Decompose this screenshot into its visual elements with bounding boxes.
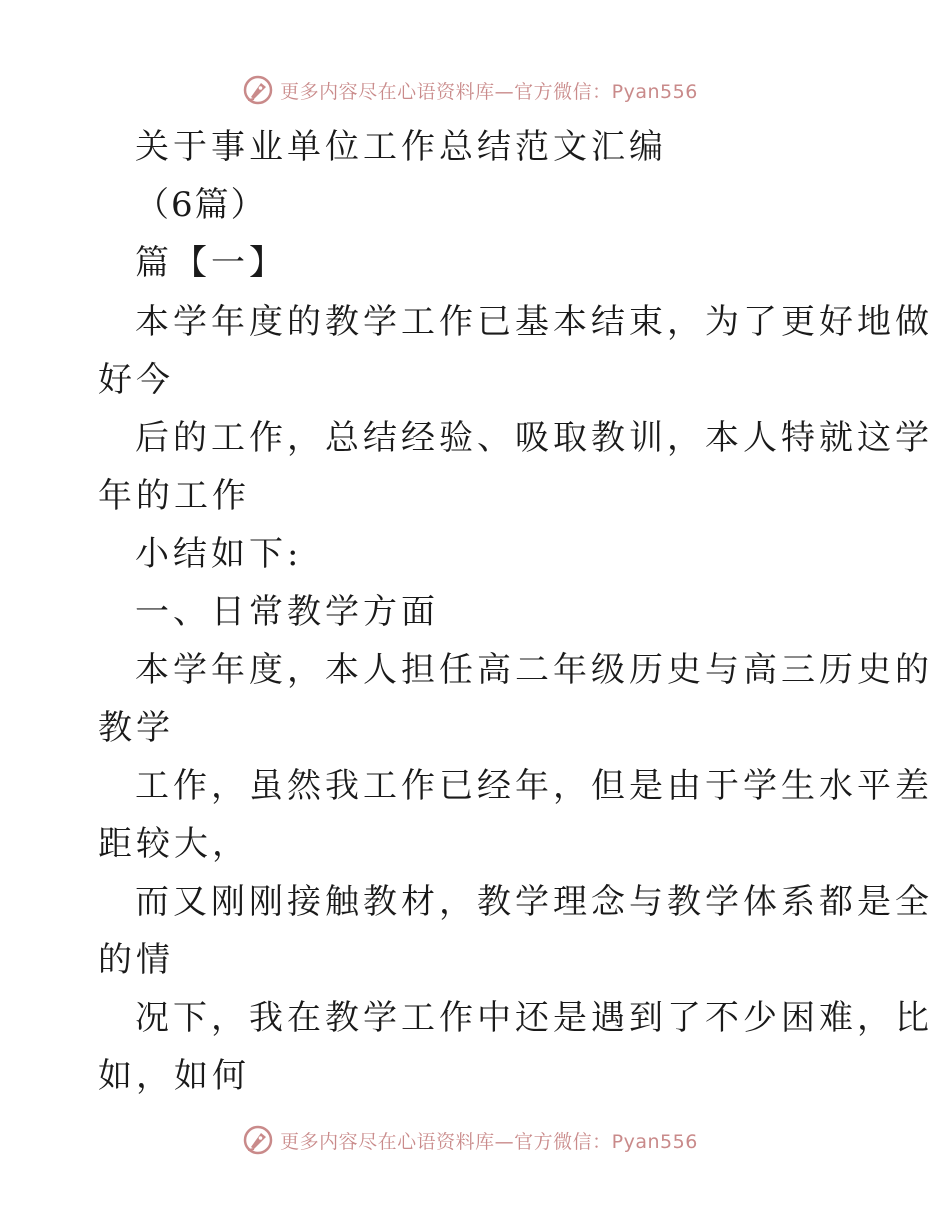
watermark-inner (242, 74, 698, 106)
paragraph-line: 而又刚刚接触教材，教学理念与教学体系都是全 (135, 882, 933, 922)
footer-watermark (0, 1120, 950, 1160)
document-title-count: （6篇） (135, 185, 267, 225)
subsection-heading: 一、日常教学方面 (135, 592, 439, 632)
paragraph-line: 如，如何 (98, 1056, 250, 1096)
paragraph-line: 后的工作，总结经验、吸取教训，本人特就这学 (135, 418, 933, 458)
paragraph-line: 教学 (98, 708, 174, 748)
paragraph-line: 工作，虽然我工作已经年，但是由于学生水平差 (135, 766, 933, 806)
paragraph-line: 况下，我在教学工作中还是遇到了不少困难，比 (135, 998, 933, 1038)
paragraph-line: 的情 (98, 940, 174, 980)
pen-nib-logo-icon (242, 74, 274, 106)
paragraph-line: 本学年度，本人担任高二年级历史与高三历史的 (135, 650, 933, 690)
document-title: 关于事业单位工作总结范文汇编 (135, 127, 667, 167)
watermark-text: 更多内容尽在心语资料库—官方微信：Pyan556 (280, 1130, 698, 1153)
header-watermark (0, 70, 950, 110)
section-heading: 篇【一】 (135, 243, 287, 283)
pen-nib-logo-icon (242, 1124, 274, 1156)
watermark-inner (242, 1124, 698, 1156)
paragraph-line: 本学年度的教学工作已基本结束，为了更好地做 (135, 302, 933, 342)
watermark-text: 更多内容尽在心语资料库—官方微信：Pyan556 (280, 80, 698, 103)
paragraph-line: 年的工作 (98, 476, 250, 516)
paragraph-line: 距较大， (98, 824, 250, 864)
paragraph-line: 好今 (98, 360, 174, 400)
paragraph-line: 小结如下: (135, 534, 303, 574)
